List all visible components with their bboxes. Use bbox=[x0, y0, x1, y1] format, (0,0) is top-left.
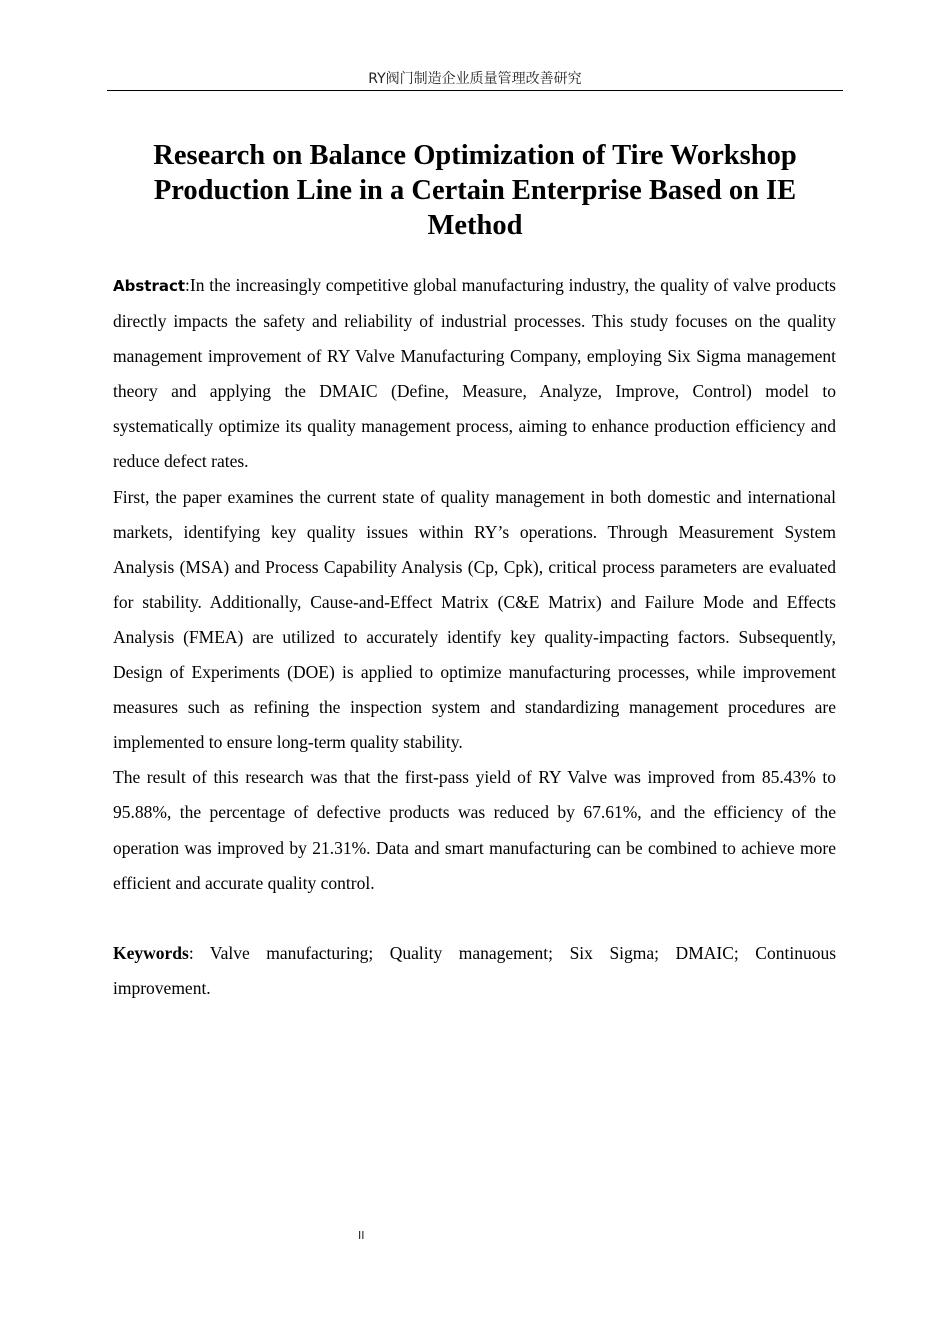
header-divider bbox=[107, 90, 843, 91]
keywords-separator: : bbox=[188, 942, 210, 963]
keywords-paragraph bbox=[113, 936, 836, 1006]
abstract-paragraph-2: First, the paper examines the current state of quality management in both domestic and international markets, identifying key quality issues within RY’s operations. Through Measurement System Analysis (MSA) and Process Capability Analysis (Cp, Cpk), critical process parameters are evaluated for stability. Additionally, Cause-and-Effect Matrix (C&E Matrix) and Failure Mode and Effects Analysis (FMEA) are utilized to accurately identify key quality-impacting factors. Subsequently, Design of Experiments (DOE) is applied to optimize manufacturing processes, while improvement measures such as refining the inspection system and standardizing management procedures are implemented to ensure long-term quality stability. bbox=[113, 486, 836, 753]
keywords-text: Valve manufacturing; Quality management; Six Sigma; DMAIC; Continuous improvement. bbox=[113, 942, 836, 998]
abstract-label: Abstract bbox=[113, 277, 186, 295]
keywords-label: Keywords bbox=[113, 942, 189, 963]
abstract-separator: : bbox=[185, 275, 190, 295]
paper-title: Research on Balance Optimization of Tire Workshop Production Line in a Certain Enterprise Based on IE Method bbox=[153, 140, 797, 241]
abstract-paragraph-3: The result of this research was that the first-pass yield of RY Valve was improved from 85.43% to 95.88%, the percentage of defective products was reduced by 67.61%, and the efficiency of the operation was improved by 21.31%. Data and smart manufacturing can be combined to achieve more efficient and accurate quality control. bbox=[113, 767, 836, 893]
abstract-paragraph-1 bbox=[113, 268, 836, 480]
page-number: II bbox=[358, 1229, 365, 1242]
abstract-text-1: In the increasingly competitive global manufacturing industry, the quality of valve products directly impacts the safety and reliability of industrial processes. This study focuses on the quality management improvement of RY Valve Manufacturing Company, employing Six Sigma management theory and applying the DMAIC (Define, Measure, Analyze, Improve, Control) model to systematically optimize its quality management process, aiming to enhance production efficiency and reduce defect rates. bbox=[113, 275, 836, 472]
running-header: RY阀门制造企业质量管理改善研究 bbox=[368, 71, 582, 87]
abstract-section bbox=[113, 268, 836, 1006]
